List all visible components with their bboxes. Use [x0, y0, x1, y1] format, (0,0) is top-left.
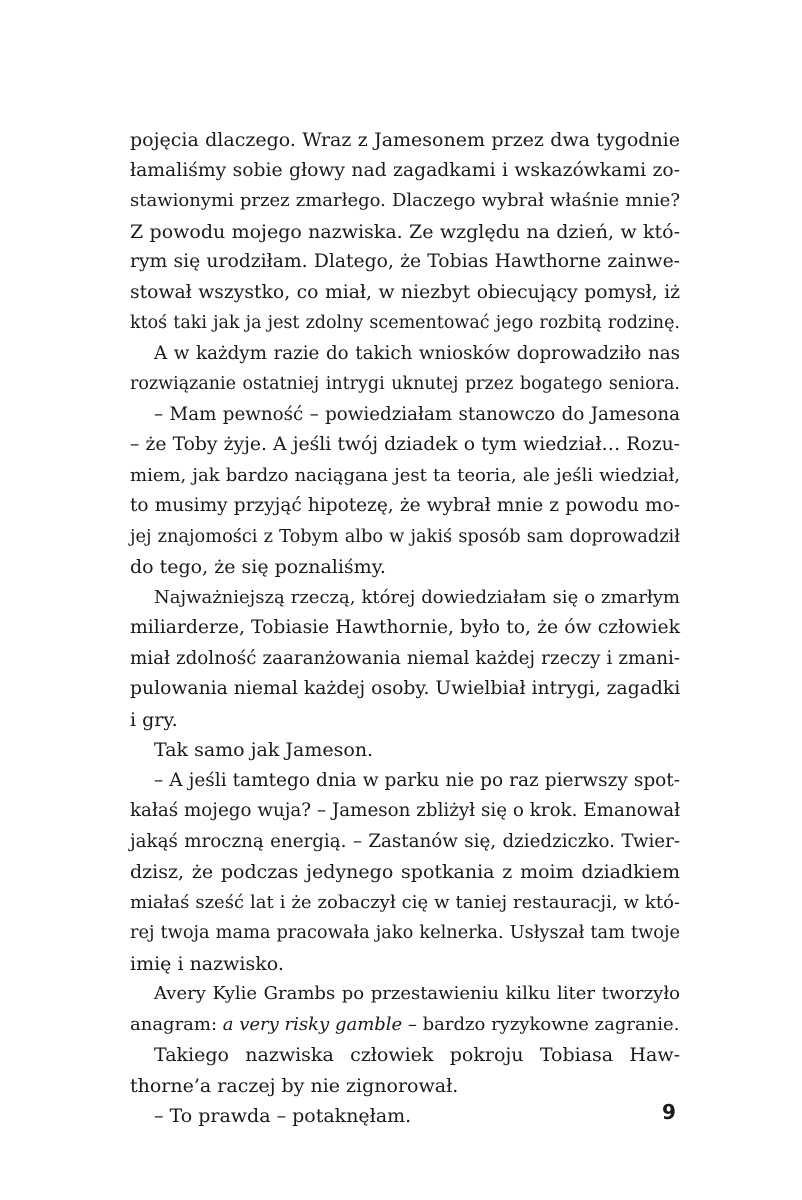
text-line: – A jeśli tamtego dnia w parku nie po raz pierwszy spot-: [154, 769, 680, 791]
text-line: Takiego nazwiska człowiek pokroju Tobiasa Haw-: [154, 1044, 680, 1066]
text-line: – Mam pewność – powiedziałam stanowczo do Jamesona: [154, 403, 680, 425]
text-line: [130, 1010, 680, 1041]
text-line: kałaś mojego wuja? – Jameson zbliżył się o krok. Emanował: [130, 800, 680, 821]
text-line: Z powodu mojego nazwiska. Ze względu na dzień, w któ-: [130, 220, 680, 243]
text-line: dzisz, że podczas jedynego spotkania z moim dziadkiem: [130, 861, 680, 883]
text-line: to musimy przyjąć hipotezę, że wybrał mnie z powodu mo-: [130, 495, 680, 516]
anagram-lead: anagram:: [130, 1013, 223, 1035]
text-line: pulowania niemal każdej osoby. Uwielbiał intrygi, zagadki: [130, 678, 681, 699]
text-line: ktoś taki jak ja jest zdolny scementować jego rozbitą rodzinę.: [130, 313, 680, 333]
text-line: stował wszystko, co miał, w niezbyt obiecujący pomysł, iż: [130, 281, 680, 303]
anagram-phrase: a very risky gamble: [222, 1013, 403, 1035]
text-line: – To prawda – potaknęłam.: [154, 1105, 412, 1127]
text-line: thorne’a raczej by nie zignorował.: [130, 1074, 459, 1097]
anagram-translation: – bardzo ryzykowne zagranie.: [402, 1013, 680, 1035]
text-line: rozwiązanie ostatniej intrygi uknutej przez bogatego seniora.: [130, 374, 680, 394]
text-line: do tego, że się poznaliśmy.: [130, 556, 386, 578]
text-line: i gry.: [130, 708, 178, 731]
text-line: A w każdym razie do takich wniosków doprowadziło nas: [154, 342, 680, 364]
text-line: Avery Kylie Grambs po przestawieniu kilku liter tworzyło: [154, 983, 680, 1004]
text-line: miałaś sześć lat i że zobaczył cię w taniej restauracji, w któ-: [130, 891, 680, 913]
text-line: rym się urodziłam. Dlatego, że Tobias Hawthorne zainwe-: [130, 251, 680, 272]
page-number: 9: [662, 1100, 676, 1124]
text-line: jej znajomości z Tobym albo w jakiś sposób sam doprowadził: [130, 526, 680, 547]
text-line: pojęcia dlaczego. Wraz z Jamesonem przez dwa tygodnie: [130, 129, 680, 151]
text-line: stawionymi przez zmarłego. Dlaczego wybrał właśnie mnie?: [130, 190, 680, 211]
text-line: miał zdolność zaaranżowania niemal każdej rzeczy i zmani-: [130, 647, 680, 669]
body-text: [130, 125, 680, 1132]
text-line: Tak samo jak Jameson.: [154, 739, 374, 761]
text-line: jakąś mroczną energią. – Zastanów się, dziedziczko. Twier-: [130, 830, 680, 852]
text-line: miem, jak bardzo naciągana jest ta teoria, ale jeśli wiedział,: [130, 464, 680, 486]
text-line: – że Toby żyje. A jeśli twój dziadek o tym wiedział… Rozu-: [130, 434, 680, 455]
text-line: Najważniejszą rzeczą, której dowiedziałam się o zmarłym: [154, 586, 680, 608]
text-line: łamaliśmy sobie głowy nad zagadkami i wskazówkami zo-: [130, 159, 680, 181]
text-line: imię i nazwisko.: [130, 952, 284, 975]
text-line: rej twoja mama pracowała jako kelnerka. Usłyszał tam twoje: [130, 923, 680, 943]
text-line: miliarderze, Tobiasie Hawthornie, było to, że ów człowiek: [130, 617, 680, 638]
